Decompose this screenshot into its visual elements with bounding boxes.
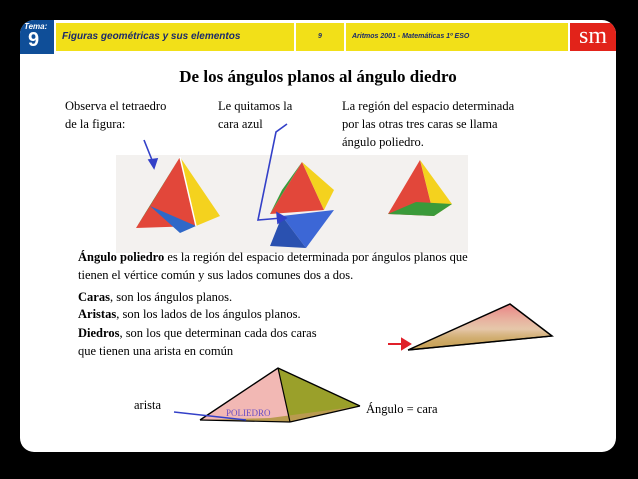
label-poliedro: POLIEDRO [226, 408, 271, 418]
book-title: Aritmos 2001 - Matemáticas 1º ESO [346, 23, 568, 51]
definition-caras: Caras, son los ángulos planos. [78, 290, 233, 304]
definition-angulo-poliedro: Ángulo poliedro es la región del espacio determinada por ángulos planos que tienen el vértice común y sus lados comunes dos a dos. [78, 250, 468, 282]
label-arista: arista [134, 398, 162, 412]
tema-number: 9 [28, 29, 40, 51]
slide-title: De los ángulos planos al ángulo diedro [179, 67, 457, 86]
definition-diedros: Diedros, son los que determinan cada dos caras que tienen una arista en común [78, 326, 317, 358]
page-number: 9 [296, 23, 344, 51]
poliedro-figure [200, 368, 360, 422]
tema-label: Tema: [24, 22, 48, 31]
section-title: Figuras geométricas y sus elementos [56, 23, 294, 51]
slide [20, 20, 616, 452]
definition-aristas: Aristas, son los lados de los ángulos planos. [78, 307, 301, 321]
diedro-figure [408, 304, 552, 350]
arrow-to-diedro [388, 339, 410, 349]
illustrations [20, 20, 616, 452]
publisher-logo: sm [570, 23, 616, 51]
caption-observe: Observa el tetraedro de la figura: [65, 99, 167, 131]
caption-remove-face: Le quitamos la cara azul [218, 99, 293, 131]
label-angulo-cara: Ángulo = cara [366, 402, 438, 416]
caption-region: La región del espacio determinada por las otras tres caras se llama ángulo poliedro. [342, 99, 515, 149]
